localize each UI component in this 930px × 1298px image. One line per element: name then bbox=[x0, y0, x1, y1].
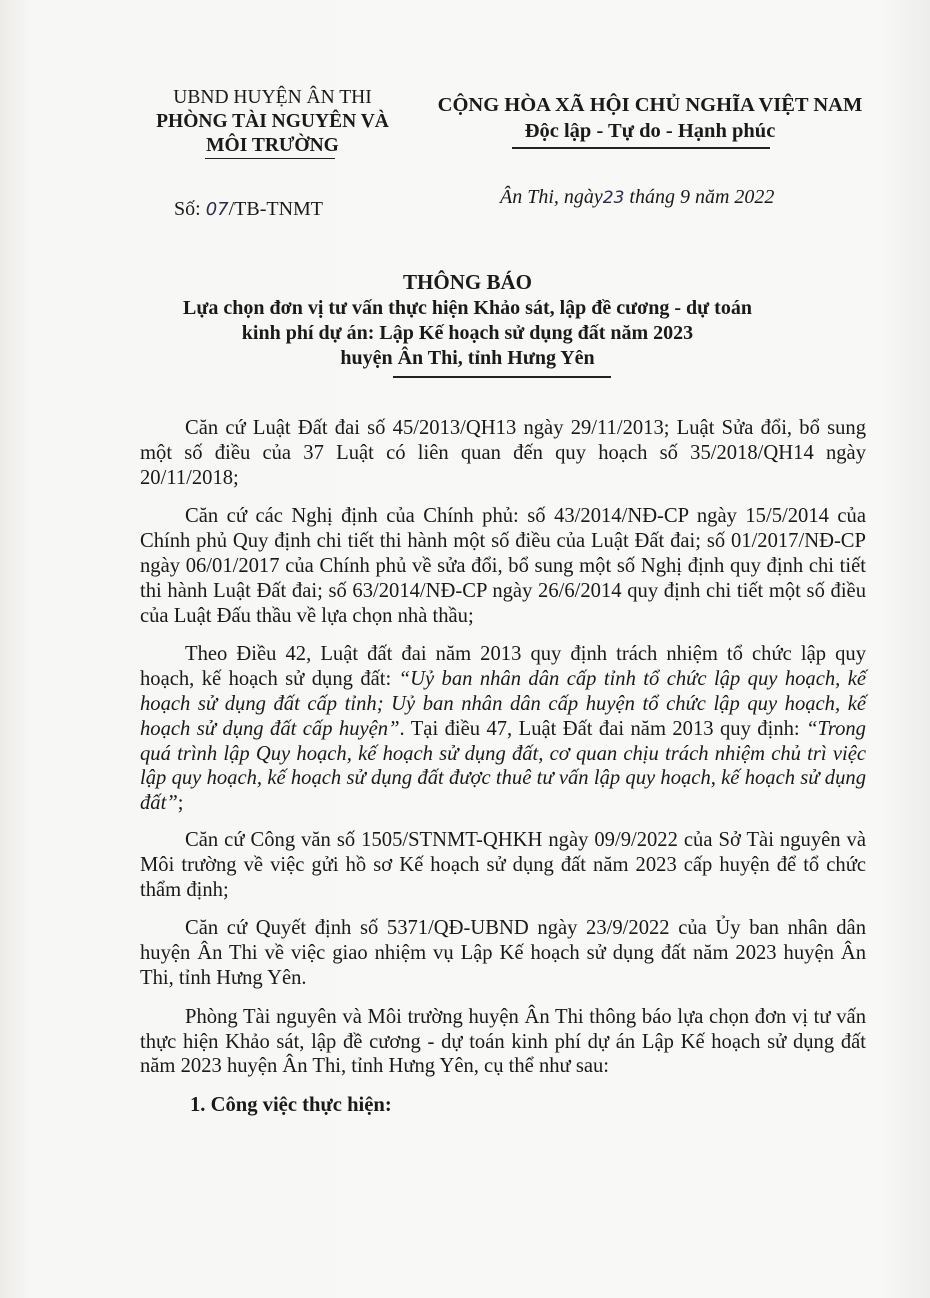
motto: Độc lập - Tự do - Hạnh phúc bbox=[524, 120, 776, 142]
title-underline bbox=[393, 376, 611, 378]
issuing-agency bbox=[150, 86, 395, 158]
date-suffix: tháng 9 năm 2022 bbox=[629, 186, 775, 208]
agency-line-1: UBND HUYỆN ÂN THI bbox=[173, 87, 372, 108]
agency-underline bbox=[205, 158, 335, 159]
paragraph-legal-basis-4: Căn cứ Công văn số 1505/STNMT-QHKH ngày 09/9/2022 của Sở Tài nguyên và Môi trường về việc gửi hồ sơ Kế hoạch sử dụng đất năm 2023 cấp huyện để tổ chức thẩm định; bbox=[140, 828, 866, 901]
p3-text-c: . Tại điều 47, Luật Đất đai năm 2013 quy định: bbox=[399, 717, 807, 740]
paragraph-legal-basis-3 bbox=[140, 642, 866, 816]
section-heading-1: 1. Công việc thực hiện: bbox=[190, 1094, 392, 1117]
p3-quote-2: “Trong quá trình lập Quy hoạch, kế hoạch sử dụng đất, cơ quan chịu trách nhiệm chủ trì việc lập quy hoạch, kế hoạch sử dụng đất được thuê tư vấn lập quy hoạch, kế hoạch sử dụng đất” bbox=[140, 717, 866, 815]
p3-quote-1: “Uỷ ban nhân dân cấp tỉnh tổ chức lập quy hoạch, kế hoạch sử dụng đất cấp tỉnh; Uỷ ban nhân dân cấp huyện tổ chức lập quy hoạch, kế hoạch sử dụng đất cấp huyện” bbox=[140, 668, 866, 740]
document-body bbox=[140, 416, 866, 1132]
title-line-1: Lựa chọn đơn vị tư vấn thực hiện Khảo sát, lập đề cương - dự toán bbox=[183, 297, 752, 319]
document-number bbox=[174, 198, 323, 221]
doc-number-handwritten: 07 bbox=[205, 199, 229, 220]
title-line-3: huyện Ân Thi, tỉnh Hưng Yên bbox=[340, 347, 595, 369]
national-motto bbox=[430, 92, 870, 144]
document-date bbox=[500, 186, 774, 209]
doc-number-suffix: /TB-TNMT bbox=[228, 198, 324, 220]
date-prefix: Ân Thi, ngày bbox=[500, 186, 603, 208]
p3-text-a: Theo Điều 42, Luật đất đai năm 2013 quy định trách nhiệm tổ chức lập quy hoạch, kế hoạch sử dụng đất: bbox=[140, 643, 866, 691]
p3-text-e: ; bbox=[177, 792, 184, 815]
date-day-handwritten: 23 bbox=[602, 188, 625, 208]
country-name: CỘNG HÒA XÃ HỘI CHỦ NGHĨA VIỆT NAM bbox=[437, 94, 863, 116]
document-title bbox=[160, 270, 775, 371]
paragraph-legal-basis-5: Căn cứ Quyết định số 5371/QĐ-UBND ngày 23/9/2022 của Ủy ban nhân dân huyện Ân Thi về việc giao nhiệm vụ Lập Kế hoạch sử dụng đất năm 2023 huyện Ân Thi, tỉnh Hưng Yên. bbox=[140, 917, 866, 989]
title-line-2: kinh phí dự án: Lập Kế hoạch sử dụng đất năm 2023 bbox=[241, 322, 694, 344]
motto-underline bbox=[512, 147, 770, 149]
doc-number-prefix: Số: bbox=[174, 198, 201, 220]
paragraph-legal-basis-1: Căn cứ Luật Đất đai số 45/2013/QH13 ngày 29/11/2013; Luật Sửa đổi, bổ sung một số điều của 37 Luật có liên quan đến quy hoạch số 35/2018/QH14 ngày 20/11/2018; bbox=[140, 417, 866, 489]
agency-line-3: MÔI TRƯỜNG bbox=[206, 135, 339, 156]
paragraph-announcement: Phòng Tài nguyên và Môi trường huyện Ân Thi thông báo lựa chọn đơn vị tư vấn thực hiện Khảo sát, lập đề cương - dự toán kinh phí dự án Lập Kế hoạch sử dụng đất năm 2023 huyện Ân Thi, tỉnh Hưng Yên, cụ thể như sau: bbox=[140, 1005, 866, 1078]
agency-line-2: PHÒNG TÀI NGUYÊN VÀ bbox=[156, 111, 389, 132]
paragraph-legal-basis-2: Căn cứ các Nghị định của Chính phủ: số 43/2014/NĐ-CP ngày 15/5/2014 của Chính phủ Quy định chi tiết thi hành một số điều của Luật Đất đai; số 01/2017/NĐ-CP ngày 06/01/2017 của Chính phủ về sửa đổi, bổ sung một số Nghị định quy định chi tiết thi hành Luật Đất đai; số 63/2014/NĐ-CP ngày 26/6/2014 quy định chi tiết một số điều của Luật Đấu thầu về lựa chọn nhà thầu; bbox=[140, 505, 866, 627]
title-heading: THÔNG BÁO bbox=[403, 270, 532, 294]
